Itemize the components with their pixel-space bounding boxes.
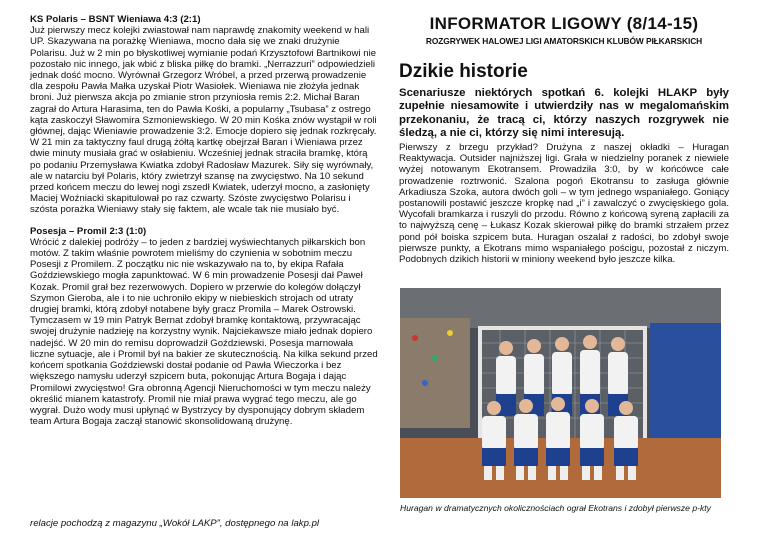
- source-note: relacje pochodzą z magazynu „Wokół LAKP”, dostępnego na lakp.pl: [30, 518, 320, 529]
- match-report-posesja-promil: Wrócić z dalekiej podróży – to jeden z bardziej wyświechtanych piłkarskich bon motów. Z takim właśnie powrotem mieliśmy do czynienia w sobotnim meczu Posesji z Promilem. Z początku nic nie wskazywało na to, by ekipa Rafała Goździewskiego mogła zapunktować. W 6 min prowadzenie Posesji dał Paweł Kozak. Promil grał bez rezerwowych. Dopiero w przerwie do kolegów dołączył Szymon Gieroba, ale i to nie uchroniło ekipy w niebieskich strojach od utraty drugiej bramki, którą zdobył notabene były gracz Promila – Marek Ostrowski. Tymczasem w 19 min Patryk Bernat zdobył bramkę kontaktową, przywracając swojej drużynie nadzieję na korzystny wynik. Najciekawsze miało jednak dopiero nadejść. W 20 min do remisu doprowadził Goździewski. Posesja marnowała liczne sytuacje, ale i Promil był na bakier ze skutecznością. Na kilka sekund przed końcem spotkania Goździewski dostał podanie od Pawła Wieczorka i bez większego namysłu uderzył szpicem buta, pokonując Artura Bogaja i dając Promilowi zwycięstwo! Gra obronną Agencji Nieruchomości w tym meczu należy określić mianem katastrofy. Promil nie miał prawa wygrać tego meczu, ale go wygrał. Dużo wody musi upłynąć w Bystrzycy by dysponujący dobrym składem team Artura Bogaja zaczął stanowić skonsolidowaną drużynę.: [30, 236, 378, 428]
- article-lead: Scenariusze niektórych spotkań 6. kolejki HLAKP były zupełnie niesamowite i utwierdziły nas w megalomańskim przekonaniu, że tracą ci, którzy naszych rozgrywek nie śledzą, a nie ci, którzy się nimi interesują.: [399, 87, 729, 139]
- match-title-posesja-promil: Posesja – Promil 2:3 (1:0): [30, 225, 147, 237]
- masthead-title: INFORMATOR LIGOWY (8/14-15): [429, 14, 699, 33]
- match-report-polaris-wieniawa: Już pierwszy mecz kolejki zwiastował nam naprawdę znakomity weekend w hali UP. Skazywana na porażkę Wieniawa, mocno dała się we znaki drużynie Polarisu. Już w 2 min po błyskotliwej wymianie podań Krzysztofowi Bartnikowi nie pozostało nic innego, jak wbić z bliska piłkę do bramki. „Nerrazzuri” odpowiedzieli jednak dość mocno. Wyrównał Grzegorz Wróbel, a przed przerwą prowadzenie dla zespołu Pawła Małka uzyskał Piotr Wasiołek. Wieniawa nie złożyła jednak broni. Już pierwsza akcja po zmianie stron przyniosła remis 2:2. Michał Baran zagrał do Artura Harasima, ten do Pawła Kośki, a popularny „Tsubasa” z ostrego kąta zaskoczył Sławomira Szmoniewskiego. W 20 min Kośka znów wystąpił w roli głównej, dając Wieniawie prowadzenie 3:2. Emocje dopiero się jednak rozkręcały. W 21 min za taktyczny faul drugą żółtą kartkę obejrzał Baran i Wieniawa przez dwie minuty musiała grać w osłabieniu. Wcześniej jednak straciła bramkę, którą po podaniu Przemysława Kwiatka zdobył Radosław Mazurek. Siły się wyrównały, ale w natarciu był Polaris, który zwietrzył szansę na zwycięstwo. Na 10 sekund przed końcem meczu do lewej nogi zszedł Kwiatek, uderzył mocno, a zasłonięty Maciej Woźniacki skapitulował po raz czwarty. Szóste zwycięstwo Polarisu i szósta porażka Wieniawy stały się faktem, ale wcale tak nie musiało być.: [30, 25, 377, 216]
- photo-caption: Huragan w dramatycznych okolicznościach ograł Ekotrans i zdobył pierwsze p-kty: [400, 503, 711, 513]
- right-column: [399, 14, 729, 265]
- left-column: [30, 14, 378, 427]
- article-body: Pierwszy z brzegu przykład? Drużyna z naszej okładki – Huragan Reaktywacja. Outsider najniższej ligi. Grała w niedzielny poranek z niewiele wyżej notowanym Ekotransem. Prowadziła 3:0, by w końcówce całe prowadzenie roztrwonić. Szalona pogoń Ekotransu to zasługa głównie Arkadiusza Szoka, autora dwóch goli – w tym jednego wspaniałego. Goniący postanowili postawić jeszcze kropkę nad „i” i zawalczyć o zwycięskiego gola. Wycofali bramkarza i ruszyli do przodu. Równo z końcową syreną zapłacili za to najwyższą cenę – Łukasz Kozak skierował piłkę do bramki strzałem przez pond pół boiska szpicem buta. Huragan oszalał z radości, bo zdobył swoje pierwsze punkty, a Ekotrans mimo wspaniałego pościgu, pozostał z niczym. Podobnych dzikich historii w miniony weekend było jeszcze kilka.: [399, 142, 729, 266]
- team-photo: [400, 288, 721, 498]
- match-title-polaris-wieniawa: KS Polaris – BSNT Wieniawa 4:3 (2:1): [30, 14, 201, 25]
- masthead-subtitle: ROZGRYWEK HALOWEJ LIGI AMATORSKICH KLUBÓW PIŁKARSKICH: [425, 36, 703, 46]
- article-headline: Dzikie historie: [399, 61, 528, 83]
